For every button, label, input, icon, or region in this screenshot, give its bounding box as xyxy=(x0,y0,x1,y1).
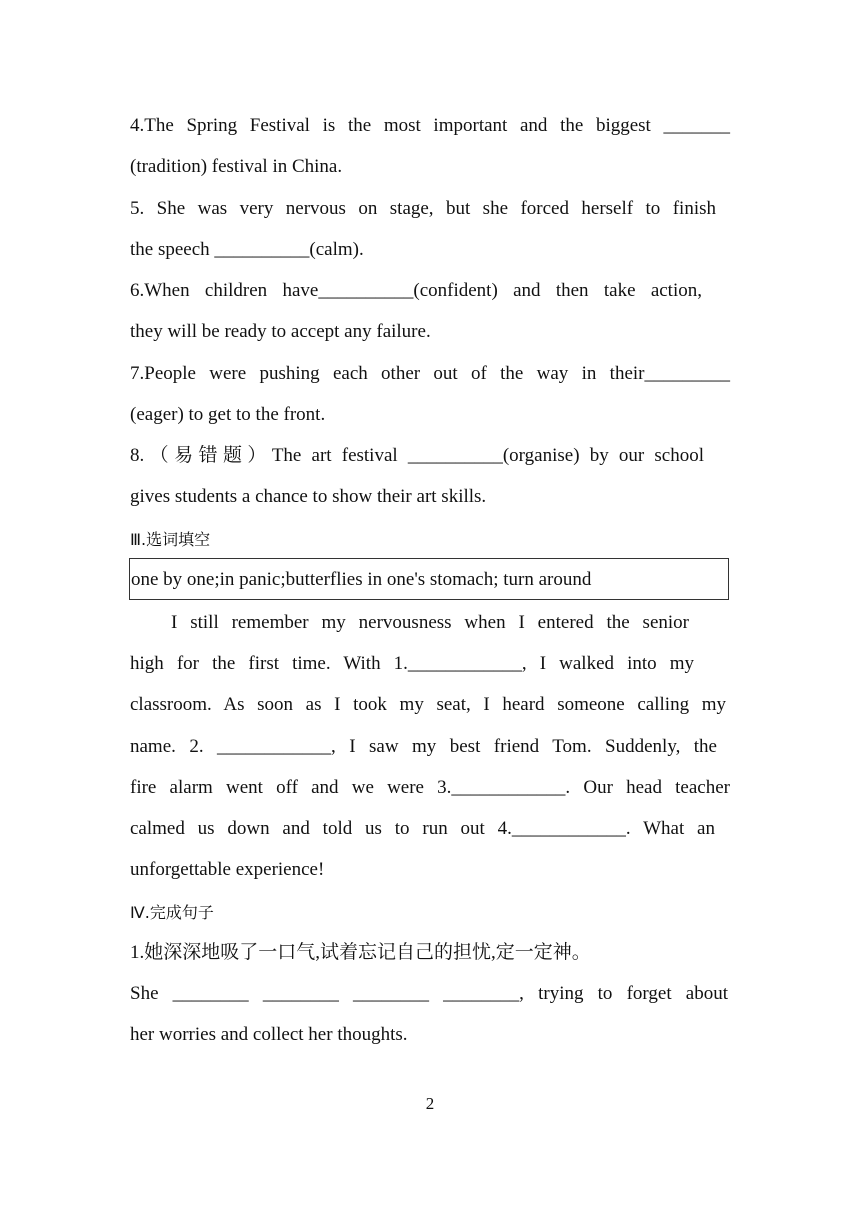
passage-line-1: I still remember my nervousness when I entered the senior xyxy=(171,612,689,633)
question-8-line-2: gives students a chance to show their art skills. xyxy=(130,486,487,507)
section-4-heading: Ⅳ.完成句子 xyxy=(130,903,214,922)
translation-question-1-line-1: She ________ ________ ________ ________, trying to forget about xyxy=(130,983,728,1004)
question-7-line-2: (eager) to get to the front. xyxy=(130,404,326,425)
word-bank-box xyxy=(129,558,729,600)
passage-line-3: classroom. As soon as I took my seat, I heard someone calling my xyxy=(130,694,726,715)
word-bank-text: one by one;in panic;butterflies in one's stomach; turn around xyxy=(131,569,592,590)
passage-line-2: high for the first time. With 1.____________, I walked into my xyxy=(130,653,694,674)
translation-question-1-chinese: 1.她深深地吸了一口气,试着忘记自己的担忧,定一定神。 xyxy=(130,942,591,963)
question-4-line-1: 4.The Spring Festival is the most important and the biggest _______ xyxy=(130,115,730,136)
section-3-heading: Ⅲ.选词填空 xyxy=(130,530,211,549)
question-7-line-1: 7.People were pushing each other out of the way in their_________ xyxy=(130,363,730,384)
translation-question-1-line-2: her worries and collect her thoughts. xyxy=(130,1024,408,1045)
passage-line-4: name. 2. ____________, I saw my best friend Tom. Suddenly, the xyxy=(130,736,717,757)
question-6-line-2: they will be ready to accept any failure. xyxy=(130,321,431,342)
question-4-line-2: (tradition) festival in China. xyxy=(130,156,343,177)
question-6-line-1: 6.When children have__________(confident) and then take action, xyxy=(130,280,702,301)
page-number: 2 xyxy=(425,1094,435,1113)
passage-line-5: fire alarm went off and we were 3.____________. Our head teacher xyxy=(130,777,730,798)
question-8-line-1: 8.（易错题）The art festival __________(organise) by our school xyxy=(130,445,704,466)
question-5-line-1: 5. She was very nervous on stage, but she forced herself to finish xyxy=(130,198,716,219)
passage-line-6: calmed us down and told us to run out 4.____________. What an xyxy=(130,818,715,839)
passage-line-7: unforgettable experience! xyxy=(130,859,325,880)
question-5-line-2: the speech __________(calm). xyxy=(130,239,364,260)
